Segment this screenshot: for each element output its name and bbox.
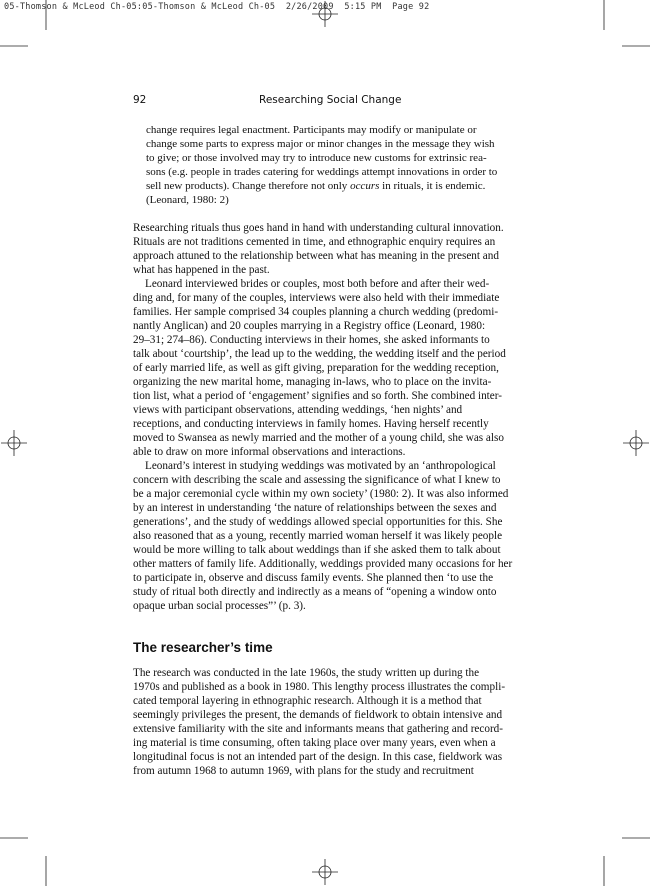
paragraph-line: generations’, and the study of weddings allowed special opportunities for this. She <box>133 516 503 528</box>
quote-line: to give; or those involved may try to introduce new customs for extrinsic rea- <box>146 152 487 164</box>
paragraph-line: ing material is time consuming, often taking place over many years, even when a <box>133 737 496 749</box>
paragraph-line: The research was conducted in the late 1960s, the study written up during the <box>133 667 480 679</box>
page-number: 92 <box>133 94 147 106</box>
paragraph-line: Leonard’s interest in studying weddings was motivated by an ‘anthropological <box>145 460 496 472</box>
registration-mark-right <box>623 430 649 456</box>
paragraph-line: by an interest in understanding ‘the nature of relationships between the sexes and <box>133 502 497 514</box>
registration-mark-bottom <box>312 859 338 885</box>
paragraph-line: able to draw on more informal observations and interactions. <box>133 446 406 458</box>
registration-mark-top <box>312 1 338 27</box>
running-head: Researching Social Change <box>259 94 402 106</box>
paragraph-line: would be more willing to talk about weddings than if she asked them to talk about <box>133 544 501 556</box>
paragraph-line: opaque urban social processes”’ (p. 3). <box>133 600 306 612</box>
quote-line: change some parts to express major or minor changes in the message they wish <box>146 138 495 150</box>
quote-line: sons (e.g. people in trades catering for weddings attempt innovations in order to <box>146 166 498 178</box>
paragraph-line: seemingly privileges the present, the demands of fieldwork to obtain intensive and <box>133 709 503 721</box>
paragraph-line: be a major ceremonial cycle within my own society’ (1980: 2). It was also informed <box>133 488 509 500</box>
paragraph-line: concern with describing the scale and assessing the significance of what I knew to <box>133 474 501 486</box>
paragraph-line: to participate in, observe and discuss family events. She planned then ‘to use the <box>133 572 494 584</box>
paragraph-line: organizing the new marital home, managing in-laws, who to place on the invita- <box>133 376 492 388</box>
paragraph-line: 29–31; 274–86). Conducting interviews in their homes, she asked informants to <box>133 334 490 346</box>
paragraph-line: talk about ‘courtship’, the lead up to the wedding, the wedding itself and the period <box>133 348 506 360</box>
paragraph-line: receptions, and conducting interviews in family homes. Having herself recently <box>133 418 489 430</box>
paragraph-line: from autumn 1968 to autumn 1969, with plans for the study and recruitment <box>133 765 474 777</box>
quote-line: sell new products). Change therefore not only occurs in rituals, it is endemic. <box>146 180 486 192</box>
paragraph-line: Leonard interviewed brides or couples, most both before and after their wed- <box>145 278 490 290</box>
section-heading: The researcher’s time <box>133 640 273 655</box>
paragraph-line: ding and, for many of the couples, interviews were also held with their immediate <box>133 292 500 304</box>
print-slug: 05-Thomson & McLeod Ch-05:05-Thomson & McLeod Ch-05 2/26/2009 5:15 PM Page 92 <box>4 2 430 12</box>
paragraph-line: also reasoned that as a young, recently married woman herself it was likely people <box>133 530 503 542</box>
paragraph-line: what has happened in the past. <box>133 264 270 276</box>
paragraph-line: longitudinal focus is not an intended part of the design. In this case, fieldwork was <box>133 751 503 763</box>
paragraph-line: moved to Swansea as newly married and the mother of a young child, she was also <box>133 432 504 444</box>
paragraph-line: tion list, what a period of ‘engagement’ signifies and so forth. She combined inter- <box>133 390 502 402</box>
paragraph-line: 1970s and published as a book in 1980. This lengthy process illustrates the compli- <box>133 681 506 693</box>
quote-line: change requires legal enactment. Participants may modify or manipulate or <box>146 124 477 136</box>
paragraph-line: other matters of family life. Additionally, weddings provided many occasions for her <box>133 558 513 570</box>
paragraph-line: cated temporal layering in ethnographic research. Although it is a method that <box>133 695 482 707</box>
paragraph-line: families. Her sample comprised 34 couples planning a church wedding (predomi- <box>133 306 499 318</box>
paragraph-line: nantly Anglican) and 20 couples marrying in a Registry office (Leonard, 1980: <box>133 320 486 332</box>
paragraph-line: extensive familiarity with the site and informants means that gathering and record- <box>133 723 504 735</box>
paragraph-line: views with participant observations, attending weddings, ‘hen nights’ and <box>133 404 463 416</box>
registration-mark-left <box>1 430 27 456</box>
paragraph-line: Researching rituals thus goes hand in hand with understanding cultural innovation. <box>133 222 504 234</box>
paragraph-line: Rituals are not traditions cemented in time, and ethnographic enquiry requires an <box>133 236 496 248</box>
paragraph-line: approach attuned to the relationship between what has meaning in the present and <box>133 250 499 262</box>
quote-citation: (Leonard, 1980: 2) <box>146 194 229 206</box>
paragraph-line: study of ritual both directly and indirectly as a means of “opening a window onto <box>133 586 497 598</box>
paragraph-line: of early married life, as well as gift giving, preparation for the wedding reception, <box>133 362 499 374</box>
